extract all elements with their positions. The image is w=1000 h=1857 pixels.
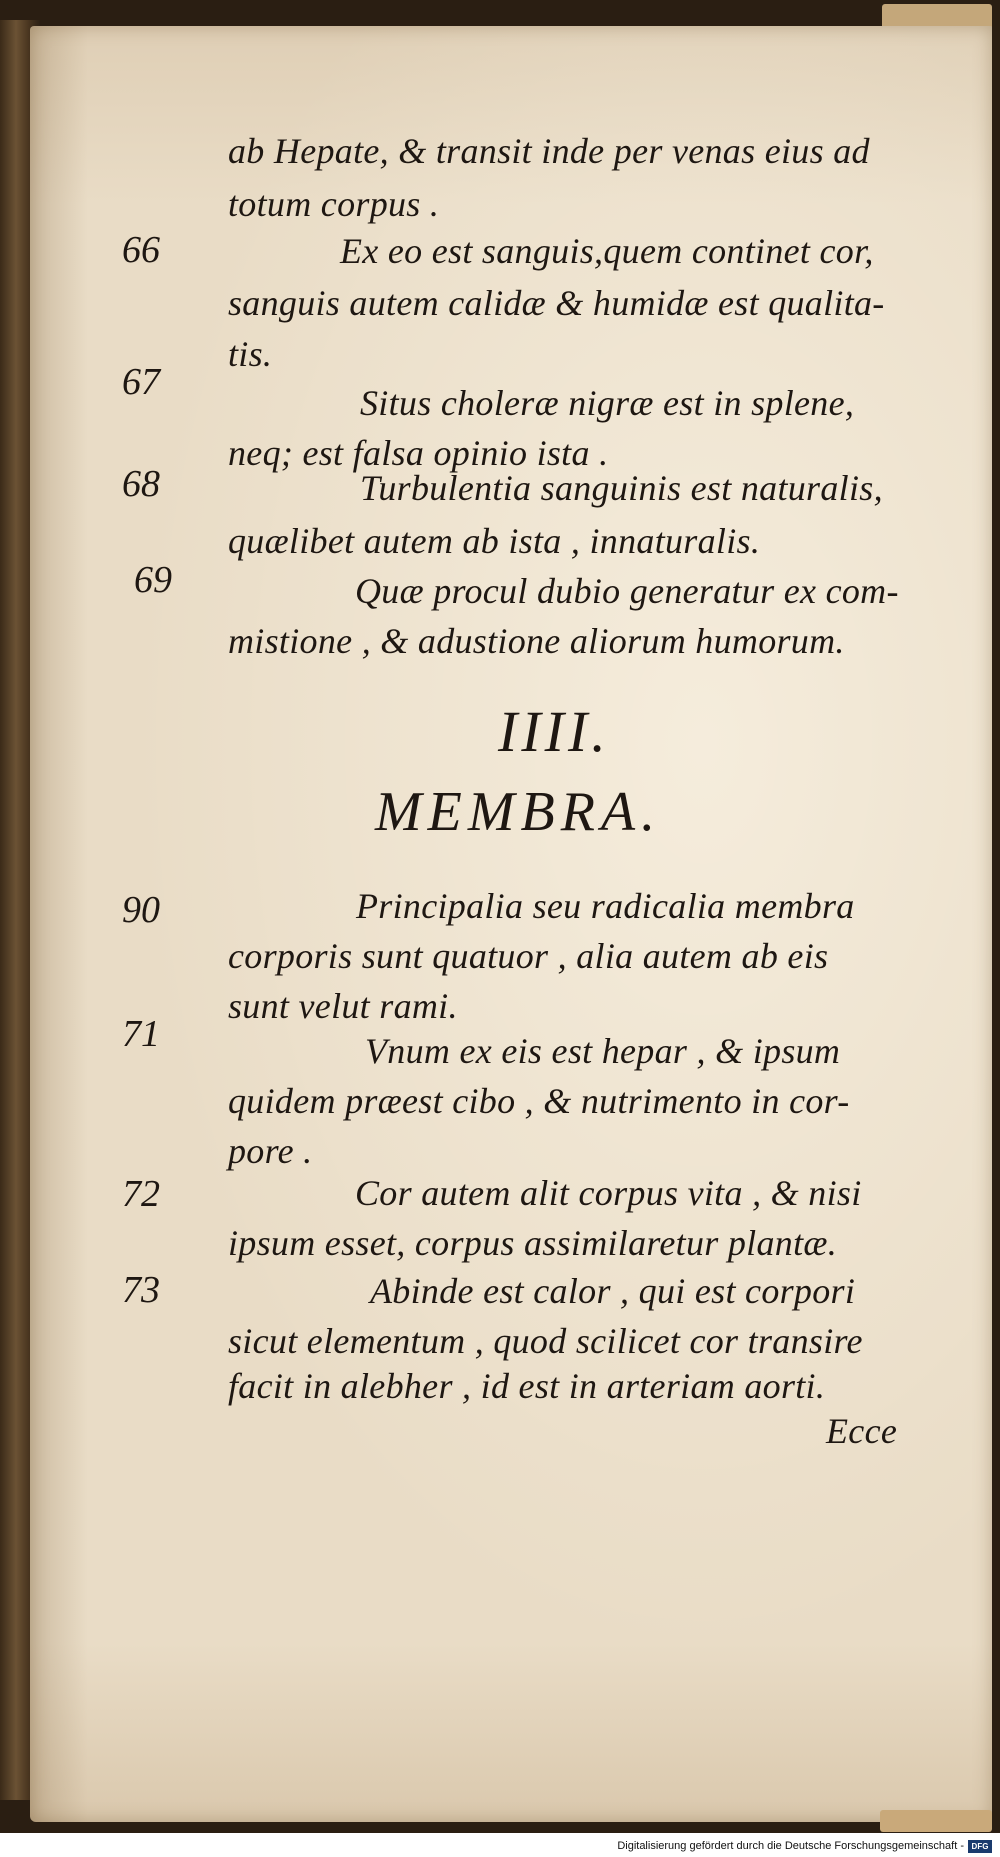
text-line: neq; est falsa opinio ista . bbox=[228, 433, 609, 473]
text-line: Vnum ex eis est hepar , & ipsum bbox=[365, 1031, 841, 1071]
text-line: Turbulentia sanguinis est naturalis, bbox=[360, 468, 883, 508]
text-line: ipsum esset, corpus assimilaretur plantæ. bbox=[228, 1223, 837, 1263]
text-line: totum corpus . bbox=[228, 184, 440, 224]
text-line: corporis sunt quatuor , alia autem ab eis bbox=[228, 936, 829, 976]
text-line: quidem præest cibo , & nutrimento in cor- bbox=[228, 1081, 850, 1121]
text-line: Ex eo est sanguis,quem continet cor, bbox=[340, 231, 874, 271]
text-line: sanguis autem calidæ & humidæ est qualita- bbox=[228, 283, 885, 323]
text-line: Principalia seu radicalia membra bbox=[356, 886, 855, 926]
text-line: tis. bbox=[228, 334, 273, 374]
credit-text: Digitalisierung gefördert durch die Deutsche Forschungsgemeinschaft - bbox=[617, 1840, 964, 1852]
text-line: mistione , & adustione aliorum humorum. bbox=[228, 621, 845, 661]
section-title: MEMBRA. bbox=[375, 781, 662, 843]
dfg-logo: DFG bbox=[968, 1840, 992, 1853]
margin-number: 71 bbox=[122, 1013, 160, 1055]
text-line: quælibet autem ab ista , innaturalis. bbox=[228, 521, 761, 561]
margin-number: 72 bbox=[122, 1173, 160, 1215]
text-line: pore . bbox=[228, 1131, 313, 1171]
digitization-credit bbox=[617, 1836, 992, 1856]
section-number: IIII. bbox=[498, 699, 610, 764]
margin-number: 73 bbox=[122, 1269, 160, 1311]
text-line: Situs choleræ nigræ est in splene, bbox=[360, 383, 855, 423]
text-line: sicut elementum , quod scilicet cor transire bbox=[228, 1321, 863, 1361]
text-line: Quæ procul dubio generatur ex com- bbox=[355, 571, 899, 611]
margin-number: 68 bbox=[122, 463, 160, 505]
margin-number: 90 bbox=[122, 889, 160, 931]
text-line: Abinde est calor , qui est corpori bbox=[370, 1271, 856, 1311]
margin-number: 69 bbox=[134, 559, 172, 601]
text-line: sunt velut rami. bbox=[228, 986, 458, 1026]
margin-number: 66 bbox=[122, 229, 160, 271]
margin-number: 67 bbox=[122, 361, 160, 403]
text-line: Cor autem alit corpus vita , & nisi bbox=[355, 1173, 862, 1213]
text-line: facit in alebher , id est in arteriam aorti. bbox=[228, 1366, 826, 1406]
page-tab-bottom bbox=[880, 1810, 992, 1832]
catchword: Ecce bbox=[826, 1411, 898, 1451]
text-line: ab Hepate, & transit inde per venas eius ad bbox=[228, 131, 870, 171]
